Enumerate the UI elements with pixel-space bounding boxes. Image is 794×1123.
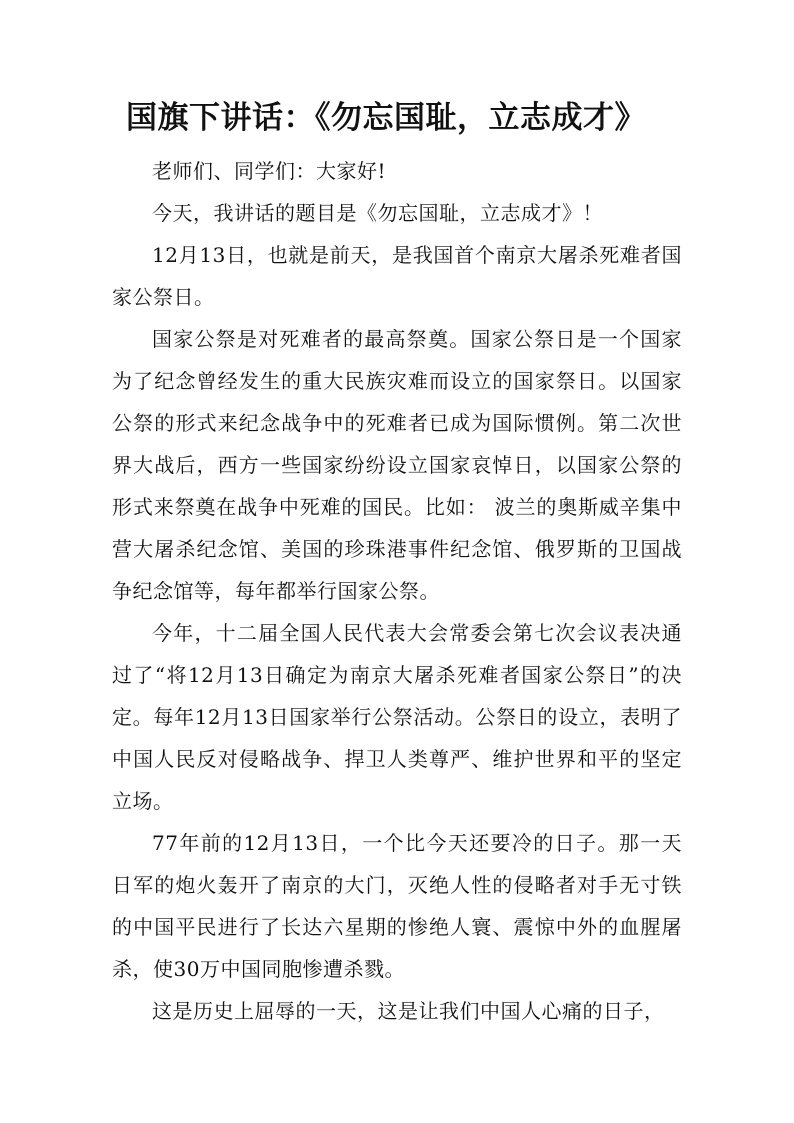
paragraph-greeting: 老师们、同学们：大家好!: [152, 159, 387, 183]
paragraph-national-memorial: 国家公祭是对死难者的最高祭奠。国家公祭日是一个国家为了纪念曾经发生的重大民族灾难而设立的国家祭日。以国家公祭的形式来纪念战争中的死难者已成为国际惯例。第二次世界大战后，西方一些国家纷纷设立国家哀悼日，以国家公祭的形式来祭奠在战争中死难的国民。比如： 波兰的奥斯威辛集中营大屠杀纪念馆、美国的珍珠港事件纪念馆、俄罗斯的卫国战争纪念馆等，每年都举行国家公祭。: [112, 327, 682, 603]
document-body: [112, 150, 682, 1032]
paragraph-topic: 今天，我讲话的题目是《勿忘国耻，立志成才》！: [152, 201, 603, 225]
paragraph-history: 77年前的12月13日，一个比今天还要冷的日子。那一天日军的炮火轰开了南京的大门，灭绝人性的侵略者对手无寸铁的中国平民进行了长达六星期的惨绝人寰、震惊中外的血腥屠杀，使30万中国同胞惨遭杀戮。: [112, 831, 682, 981]
document-title: 国旗下讲话：《勿忘国耻，立志成才》: [126, 100, 646, 136]
paragraph-humiliation: 这是历史上屈辱的一天，这是让我们中国人心痛的日子，: [152, 999, 665, 1023]
paragraph-memorial-day: 12月13日，也就是前天，是我国首个南京大屠杀死难者国家公祭日。: [112, 243, 682, 309]
paragraph-decision: 今年，十二届全国人民代表大会常委会第七次会议表决通过了“将12月13日确定为南京大屠杀死难者国家公祭日”的决定。每年12月13日国家举行公祭活动。公祭日的设立，表明了中国人民反对侵略战争、捍卫人类尊严、维护世界和平的坚定立场。: [112, 621, 682, 813]
